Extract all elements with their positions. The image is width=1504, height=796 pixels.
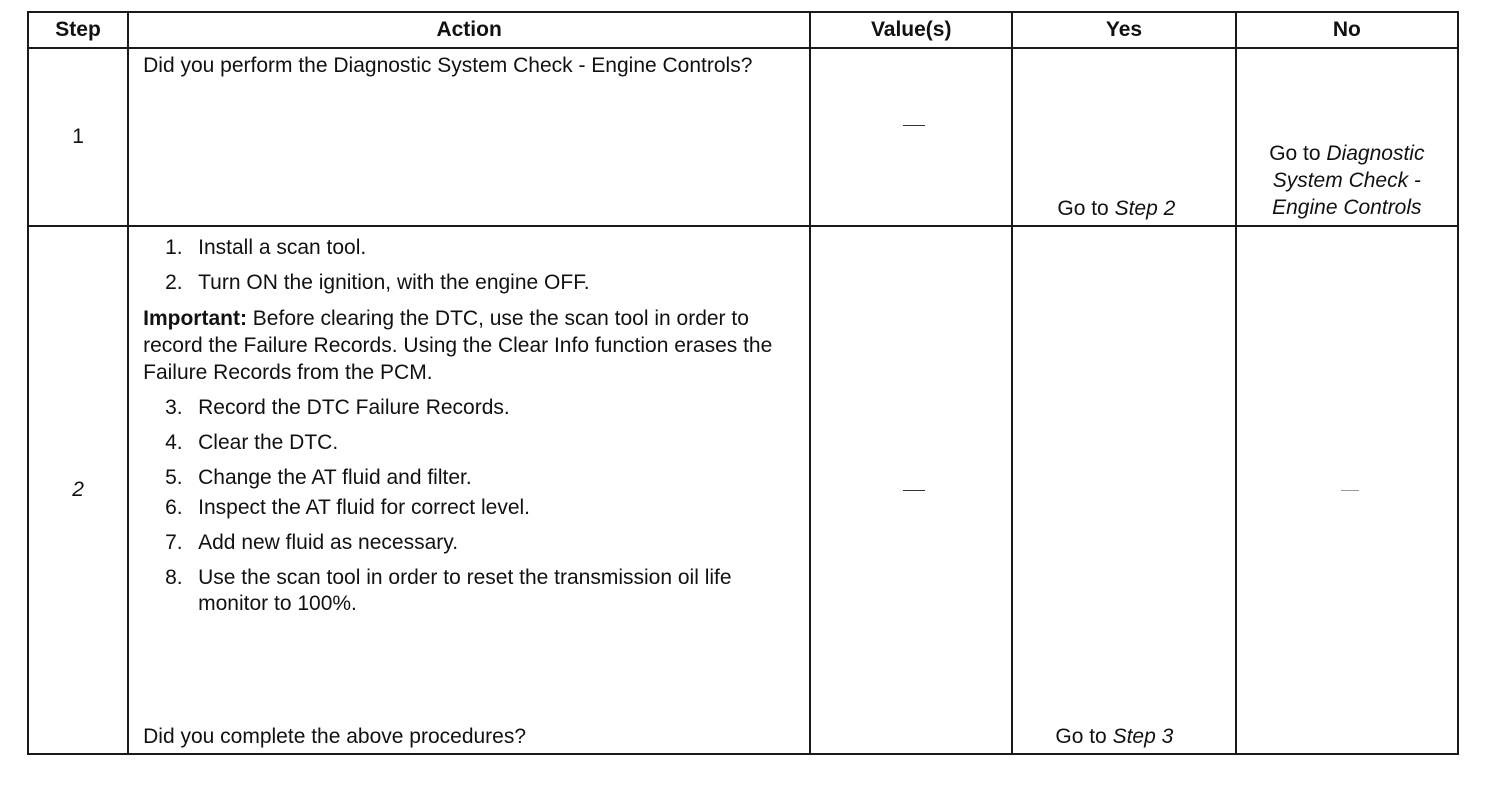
- item-number: 8.: [165, 566, 183, 589]
- item-text: Inspect the AT fluid for correct level.: [198, 496, 531, 519]
- goto-prefix: Go to: [1055, 725, 1107, 748]
- item-number: 4.: [165, 431, 183, 454]
- step-number: 1: [28, 48, 128, 226]
- list-item: [143, 235, 795, 261]
- list-item: [143, 395, 795, 421]
- header-yes: Yes: [1012, 12, 1235, 48]
- table-row-step-1: [28, 48, 1458, 226]
- no-cell: [1236, 48, 1458, 226]
- value-dash: [903, 490, 925, 491]
- list-item: [143, 465, 795, 491]
- step-number: 2: [28, 226, 128, 754]
- goto-target: Step 2: [1114, 197, 1176, 220]
- important-label: Important:: [143, 307, 247, 330]
- item-text: Install a scan tool.: [198, 236, 367, 259]
- action-cell: [128, 226, 810, 754]
- value-cell: [810, 48, 1012, 226]
- value-dash: [903, 125, 925, 126]
- list-item: [143, 565, 795, 617]
- important-note: [143, 305, 795, 386]
- item-number: 3.: [165, 396, 183, 419]
- header-step: Step: [28, 12, 128, 48]
- item-number: 1.: [165, 236, 183, 259]
- procedure-question: Did you complete the above procedures?: [143, 725, 527, 748]
- item-text: Clear the DTC.: [198, 431, 339, 454]
- goto-target: Step 3: [1112, 725, 1174, 748]
- list-item: [143, 530, 795, 556]
- action-text: Did you perform the Diagnostic System Check - Engine Controls?: [128, 48, 810, 226]
- goto-diagnostic-check-link[interactable]: [1237, 140, 1457, 221]
- goto-prefix: Go to: [1269, 142, 1321, 165]
- procedure-list-b: [143, 395, 795, 617]
- yes-cell: [1012, 226, 1235, 754]
- item-number: 6.: [165, 496, 183, 519]
- important-text: Before clearing the DTC, use the scan tool in order to record the Failure Records. Using the Clear Info function erases the Failure Records from the PCM.: [143, 307, 773, 384]
- goto-prefix: Go to: [1057, 197, 1109, 220]
- goto-target-line2: System Check -: [1272, 169, 1421, 192]
- list-item: [143, 270, 795, 296]
- goto-target-line3: Engine Controls: [1272, 196, 1422, 219]
- no-cell: [1236, 226, 1458, 754]
- goto-step-2-link[interactable]: [1057, 197, 1175, 221]
- header-values: Value(s): [810, 12, 1012, 48]
- goto-target-line1: Diagnostic: [1326, 142, 1425, 165]
- list-item: [143, 430, 795, 456]
- item-number: 5.: [165, 466, 183, 489]
- item-text: Record the DTC Failure Records.: [198, 396, 510, 419]
- header-row: [28, 12, 1458, 48]
- list-item: [143, 495, 795, 521]
- table-row-step-2: [28, 226, 1458, 754]
- procedure-list-a: [143, 235, 795, 296]
- goto-step-3-link[interactable]: [1055, 725, 1173, 749]
- item-number: 2.: [165, 271, 183, 294]
- item-text: Add new fluid as necessary.: [198, 531, 459, 554]
- value-cell: [810, 226, 1012, 754]
- no-dash: [1341, 490, 1359, 491]
- item-text: Use the scan tool in order to reset the transmission oil life monitor to 100%.: [198, 566, 732, 615]
- item-text: Turn ON the ignition, with the engine OFF.: [198, 271, 590, 294]
- item-text: Change the AT fluid and filter.: [198, 466, 472, 489]
- item-number: 7.: [165, 531, 183, 554]
- diagnostic-table: [27, 11, 1459, 755]
- yes-cell: [1012, 48, 1235, 226]
- header-action: Action: [128, 12, 810, 48]
- header-no: No: [1236, 12, 1458, 48]
